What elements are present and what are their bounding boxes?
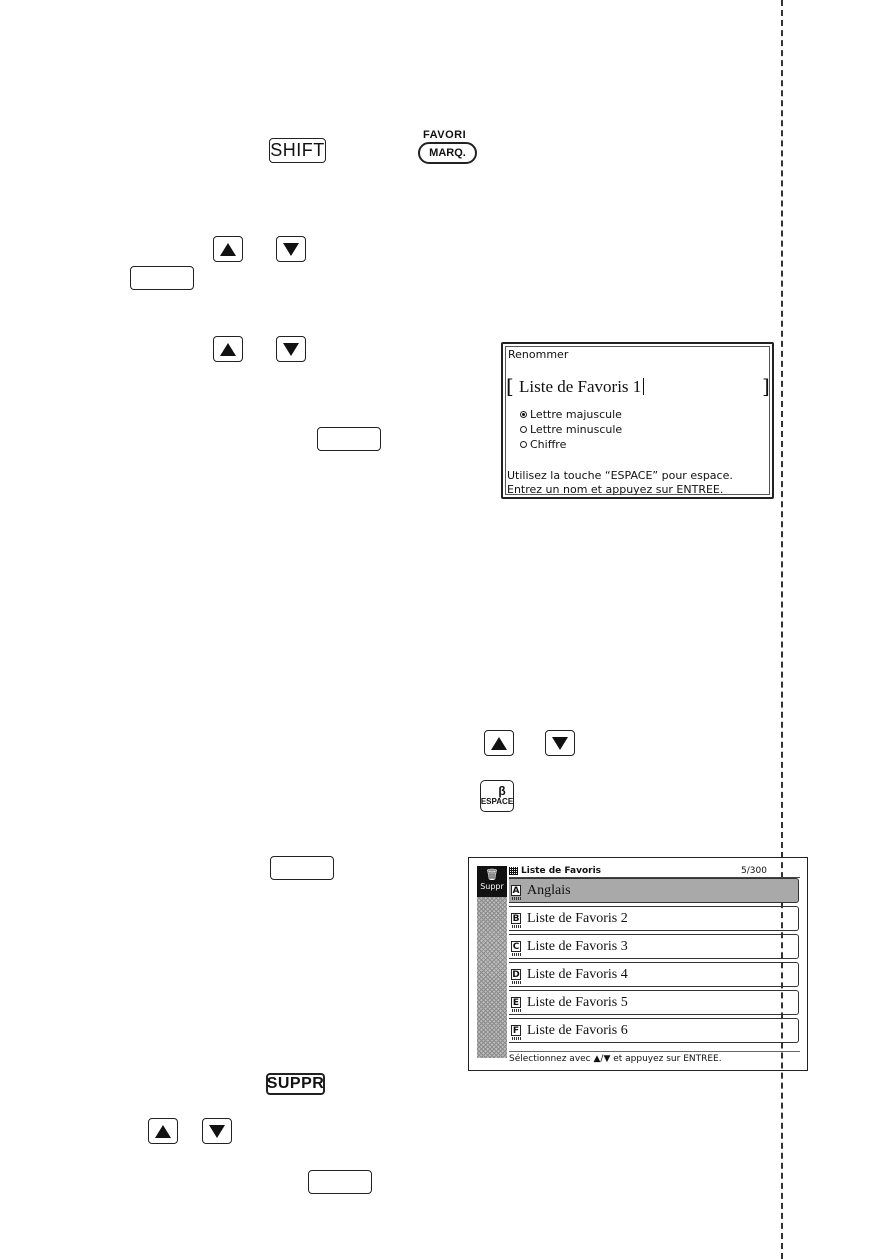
shift-key: SHIFT (269, 138, 326, 163)
list-item[interactable]: C Liste de Favoris 3 (509, 934, 799, 959)
down-arrow-icon (552, 737, 568, 750)
letter-b-badge: B (512, 913, 520, 924)
up-arrow-icon (220, 343, 236, 356)
bracket-close: ] (762, 374, 770, 398)
text-cursor (643, 378, 644, 395)
up-arrow-icon (220, 243, 236, 256)
list-item[interactable]: B Liste de Favoris 2 (509, 906, 799, 931)
list-count: 5/300 (741, 866, 767, 876)
radio-selected-icon (520, 411, 527, 418)
enter-key (270, 856, 334, 880)
list-footer: Sélectionnez avec ▲/▼ et appuyez sur ENTREE. (509, 1054, 722, 1064)
list-item[interactable]: E Liste de Favoris 5 (509, 990, 799, 1015)
up-arrow-key (484, 730, 514, 756)
option-number[interactable]: Chiffre (520, 438, 566, 451)
suppr-label: Suppr (480, 882, 504, 891)
rename-title: Renommer (508, 348, 569, 361)
list-header: Liste de Favoris (509, 866, 601, 876)
footer-divider (509, 1051, 800, 1052)
up-arrow-key (148, 1118, 178, 1144)
grid-icon (509, 867, 518, 875)
letter-f-badge: F (512, 1025, 520, 1036)
espace-key (480, 780, 514, 812)
favorites-screen (468, 857, 808, 1071)
enter-key (130, 266, 194, 290)
letter-a-badge: A (512, 885, 520, 896)
radio-empty-icon (520, 426, 527, 433)
suppr-button[interactable] (477, 866, 507, 897)
rename-screen (501, 342, 774, 499)
down-arrow-key (276, 236, 306, 262)
down-arrow-icon (283, 243, 299, 256)
help-line-1: Utilisez la touche “ESPACE” pour espace. (507, 469, 733, 482)
down-arrow-key (545, 730, 575, 756)
radio-empty-icon (520, 441, 527, 448)
down-arrow-key (276, 336, 306, 362)
espace-label: ESPACE (480, 797, 514, 806)
bracket-open: [ (506, 374, 514, 398)
list-item[interactable]: A Anglais (509, 878, 799, 903)
letter-c-badge: C (512, 941, 520, 952)
down-arrow-key (202, 1118, 232, 1144)
help-line-2: Entrez un nom et appuyez sur ENTREE. (507, 483, 724, 496)
name-input-value: Liste de Favoris 1 (519, 377, 642, 396)
letter-d-badge: D (512, 969, 520, 980)
suppr-key: SUPPR (266, 1073, 325, 1095)
option-uppercase[interactable]: Lettre majuscule (520, 408, 622, 421)
trash-icon: 🗑 (485, 868, 499, 881)
down-arrow-icon (283, 343, 299, 356)
list-item[interactable]: D Liste de Favoris 4 (509, 962, 799, 987)
letter-e-badge: E (512, 997, 520, 1008)
favori-key-label: FAVORI (423, 129, 467, 141)
name-input[interactable] (519, 377, 644, 397)
up-arrow-icon (155, 1125, 171, 1138)
option-lowercase[interactable]: Lettre minuscule (520, 423, 622, 436)
down-arrow-icon (209, 1125, 225, 1138)
beta-label: β (498, 784, 506, 798)
up-arrow-key (213, 336, 243, 362)
up-arrow-key (213, 236, 243, 262)
marq-key: MARQ. (418, 142, 477, 164)
list-item[interactable]: F Liste de Favoris 6 (509, 1018, 799, 1043)
up-arrow-icon (491, 737, 507, 750)
enter-key (308, 1170, 372, 1194)
enter-key (317, 427, 381, 451)
